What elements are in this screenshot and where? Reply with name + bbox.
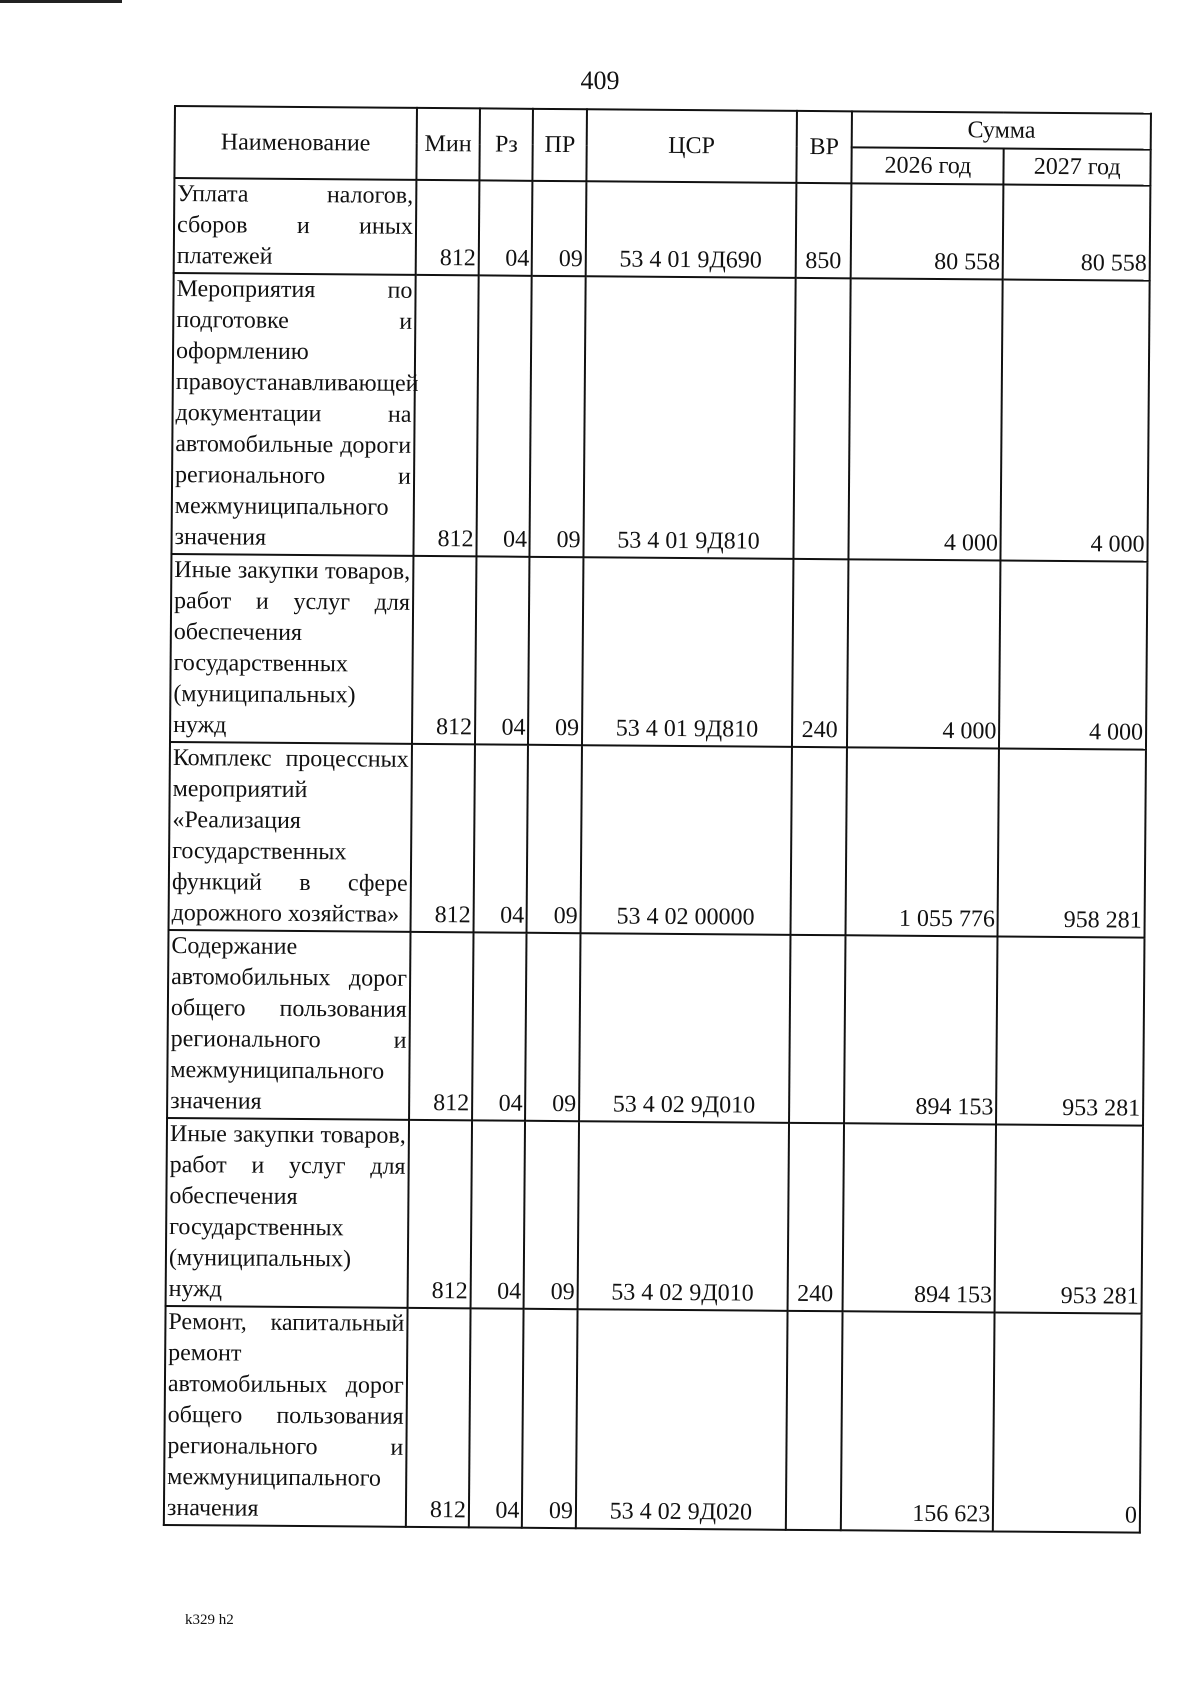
header-vr: ВР [796, 111, 852, 183]
row-csr: 53 4 01 9Д810 [582, 557, 793, 747]
row-name [171, 273, 419, 556]
row-rz: 04 [473, 744, 528, 932]
header-pr: ПР [533, 109, 587, 181]
row-sum-2027: 0 [993, 1312, 1141, 1532]
row-rz: 04 [479, 180, 533, 275]
row-name-text: Иные закупки товаров, работ и услуг для обеспечения государственных (муниципальных) нужд [168, 1121, 406, 1303]
row-pr: 09 [528, 557, 583, 745]
row-sum-2027: 958 281 [998, 749, 1146, 938]
row-min: 812 [407, 1120, 472, 1308]
row-csr: 53 4 02 9Д010 [579, 933, 790, 1123]
row-sum-2026: 894 153 [843, 1123, 996, 1312]
row-name [169, 742, 412, 932]
row-vr [790, 747, 847, 935]
row-vr: 850 [795, 183, 851, 278]
row-pr: 09 [530, 276, 586, 557]
budget-table [163, 105, 1152, 1534]
table-row [166, 1118, 1143, 1314]
header-sum: Сумма [852, 111, 1151, 149]
row-name-text: Содержание автомобильных дорог общего пользования регионального и межмуниципального значения [170, 933, 408, 1115]
row-name [166, 1118, 409, 1308]
row-sum-2027: 953 281 [995, 1124, 1143, 1313]
row-csr: 53 4 02 00000 [580, 745, 791, 935]
table-row [174, 178, 1151, 281]
row-sum-2027: 953 281 [996, 936, 1144, 1125]
table-row [171, 273, 1149, 562]
row-rz: 04 [475, 556, 530, 744]
row-name-text: Уплата налогов, сборов и иных платежей [176, 181, 414, 270]
row-name [170, 554, 413, 744]
row-csr: 53 4 01 9Д690 [586, 181, 796, 278]
row-vr: 240 [792, 559, 849, 747]
row-csr: 53 4 02 9Д020 [576, 1309, 787, 1530]
row-rz: 04 [476, 275, 532, 556]
row-rz: 04 [472, 932, 527, 1120]
table-row [170, 554, 1147, 750]
row-vr: 240 [787, 1123, 844, 1311]
page-number: 409 [580, 66, 620, 95]
row-min: 812 [412, 556, 477, 744]
row-name [174, 178, 417, 275]
row-sum-2026: 1 055 776 [846, 747, 999, 936]
row-name-text: Ремонт, капитальный ремонт автомобильных дорог общего пользования регионального и межмуниципального значения [166, 1308, 405, 1522]
table-row [164, 1306, 1142, 1533]
row-sum-2026: 4 000 [849, 278, 1003, 560]
row-min: 812 [409, 932, 474, 1120]
row-vr [793, 278, 851, 559]
row-pr: 09 [532, 181, 586, 276]
row-name [167, 930, 410, 1120]
row-name-text: Комплекс процессных мероприятий «Реализация государственных функций в сфере дорожного хозяйства» [171, 745, 409, 928]
row-pr: 09 [526, 933, 581, 1121]
row-vr [786, 1311, 843, 1530]
row-name [164, 1306, 408, 1527]
row-sum-2026: 894 153 [844, 935, 997, 1124]
row-min: 812 [413, 275, 478, 556]
row-pr: 09 [524, 1121, 579, 1309]
row-min: 812 [416, 180, 480, 275]
row-name-text: Иные закупки товаров, работ и услуг для обеспечения государственных (муниципальных) нужд [173, 557, 411, 739]
row-sum-2027: 80 558 [1003, 185, 1150, 281]
row-csr: 53 4 02 9Д010 [578, 1121, 789, 1311]
row-sum-2026: 156 623 [841, 1311, 995, 1531]
header-min: Мин [416, 108, 480, 180]
header-year-2027: 2027 год [1004, 149, 1151, 186]
header-name: Наименование [174, 106, 416, 180]
header-rz: Рз [479, 108, 533, 180]
row-min: 812 [406, 1308, 471, 1527]
scan-edge-mark [0, 0, 122, 3]
row-sum-2026: 4 000 [847, 559, 1000, 748]
row-vr [789, 935, 846, 1123]
footer-code: k329 h2 [185, 1612, 234, 1628]
table-body [164, 178, 1151, 1533]
table-row [167, 930, 1144, 1126]
table-row [169, 742, 1146, 938]
header-year-2026: 2026 год [852, 147, 1004, 184]
row-sum-2027: 4 000 [999, 561, 1147, 750]
row-csr: 53 4 01 9Д810 [583, 276, 795, 559]
header-csr: ЦСР [586, 109, 796, 183]
header-row [175, 106, 1151, 150]
row-pr: 09 [527, 745, 582, 933]
row-sum-2026: 80 558 [851, 183, 1004, 279]
row-min: 812 [410, 744, 475, 932]
row-rz: 04 [471, 1120, 526, 1308]
row-name-text: Мероприятия по подготовке и оформлению правоустанавливающей документации на автомобильные дороги регионального и межмуниципального значения [174, 276, 419, 551]
row-pr: 09 [522, 1309, 577, 1528]
row-sum-2027: 4 000 [1001, 280, 1150, 562]
row-rz: 04 [469, 1308, 524, 1527]
